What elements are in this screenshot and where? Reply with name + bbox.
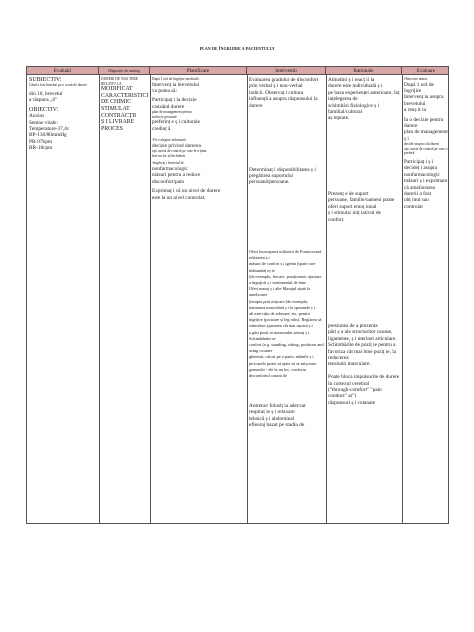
evaluation-line: Ia o decizie pentru durere [404, 116, 444, 130]
rationale-line: ș i stimula/ iniț iativul de [328, 210, 381, 217]
intervention-line: tehnică ș i abdominal [249, 415, 295, 422]
intervention-line: Oferi masaj ș i alte Masajul ajută la ameliorare [249, 286, 310, 298]
rationale-line: Poate bloca impulsurile de durere [328, 374, 400, 381]
interventions-block-top [249, 77, 324, 186]
intervention-line: Evaluarea gradului de disconfort [249, 77, 319, 83]
planning-line: Participaț i la decizie [152, 97, 197, 104]
intervention-line: genunchi - ele la un loc, conform disconfortul cauzat de [249, 366, 306, 379]
diagnosis-line: Ș I LIVRARE [101, 119, 135, 126]
evaluation-cell [402, 75, 450, 525]
intervention-line: efleuraj bazat pe stadiu de [249, 422, 305, 429]
header-diagnostic: Diagnostic de nursing [99, 67, 150, 75]
diagnosis-line: RELATIV LA [101, 81, 122, 86]
header-evaluari: Evaluări [27, 67, 99, 75]
rationale-line: aș teptare. [328, 115, 350, 122]
intervention-line: ghemuit, culcat pe o parte, mâinile ș i picioarele poate să ajute să se mișcoare [249, 354, 317, 366]
intervention-line: indicii. Observaț i cultura [249, 89, 304, 96]
header-interventii: Interventii [247, 67, 326, 75]
assessment-line: a răspuns „6" [29, 97, 58, 104]
diagnosis-line: DURERI DE NAS TERE [101, 77, 138, 81]
intervention-line: influență a asupra răspunsului la durere [249, 96, 318, 109]
rationale-cell [326, 75, 402, 525]
rationale-line: ligamente, ș i uterinei articulare. [328, 335, 397, 342]
diagnosis-line: CARACTERISTICI [101, 92, 149, 99]
assessment-line: Când a fost întrebat pe o scară de durere [29, 83, 87, 88]
intervention-line: respiraț ie ș i relaxare [249, 409, 295, 416]
assessment-line: Anxios [29, 113, 45, 120]
assessment-cell [27, 75, 99, 525]
objective-heading: OBIECTIV: [29, 106, 59, 113]
planning-line: măsuri pentru a reduce [152, 172, 201, 179]
rationale-block-lower [328, 323, 400, 406]
rationale-line: favoriza cât mai bine poziț ie, la reducerea [328, 348, 397, 362]
evaluation-line: Obiective atinse. [404, 77, 429, 81]
planning-line: decizie privind durerea [152, 142, 201, 149]
diagnosis-cell [99, 75, 150, 525]
rationale-line: familial/cultural [328, 109, 363, 116]
planning-line: Exprimaț i că un nivel de durere [152, 188, 221, 195]
evaluation-line: nonfarmacologic [404, 171, 440, 178]
planning-line: Intervenț ia brevetului [152, 81, 200, 88]
intervention-line: (terapia prin mișcare (de exemplu, tensiunea musculară ș i la spasmele ș i [249, 298, 315, 310]
rationale-line: oferi suport emoț ional [328, 203, 377, 210]
rationale-line: pări ș a ale structurilor osoase, [328, 329, 393, 336]
interventions-cell [247, 75, 326, 525]
intervention-line: confort (e.g. standing, sitting, positions and using counter [249, 342, 324, 354]
care-plan-table [26, 66, 449, 524]
intervention-line: a găsi poziț ia maximului senzaț ș i. Schimbându-se [249, 329, 311, 341]
intervention-line: persoană/persoane. [249, 179, 290, 186]
planning-line: plan de management pentru [152, 110, 192, 115]
assessment-line: Temperature-37,4c [29, 126, 70, 133]
header-planificare: Planificare [150, 67, 247, 75]
planning-line: inclusiv personal [152, 114, 177, 119]
diagnosis-line: STIMULAT [101, 105, 130, 112]
intervention-line: pregătirea suportului [249, 172, 293, 179]
subjective-heading: SUBIECTIV: [29, 77, 62, 83]
evaluation-line: a reuș it la [404, 107, 426, 114]
assessment-line: RR-18cpm [29, 145, 53, 152]
planning-line: -Fă o alegere informată [152, 138, 186, 143]
evaluation-line: obț inut sau controlat [404, 197, 429, 210]
rationale-line: presiunea de a prezenta [328, 323, 378, 329]
rationale-line: durere este individuală ș i [328, 83, 383, 90]
rationale-line: răspunsuri ș i cutanate [328, 399, 376, 406]
rationale-line: Prezenț e de suport [328, 191, 369, 197]
rationale-block-middle [328, 191, 400, 223]
planning-line: va putea să: [152, 88, 178, 94]
rationale-line: în cortexul cerebral [328, 380, 370, 387]
planning-line: cauzând durere [152, 103, 185, 110]
evaluation-line: decide asupra căii dureri [404, 142, 440, 147]
rationale-line: ințelegerea de [328, 96, 358, 103]
intervention-line: Antrenor folosiț ia adecvat [249, 403, 306, 409]
planning-line: preferinț e ș i culturale [152, 119, 200, 126]
diagnosis-line: MODIFICAT [101, 86, 133, 93]
evaluation-line: opt. uneia de control pe care o preferă. [404, 146, 448, 156]
evaluation-line: că ameliorarea durerii a fost [404, 184, 436, 198]
rationale-line: schimbări fiziologice ș i [328, 102, 380, 109]
header-evaluare: Evaluare [416, 68, 436, 74]
intervention-line: (de exemplu, frecare, poziționare, ajustare a îngrijirii ș i sentimentul de bine [249, 273, 322, 286]
header-rationale: Rationale [326, 67, 402, 75]
intervention-line: Determinaț i disponibilitatea ș i [249, 166, 316, 173]
rationale-block-top [328, 77, 400, 122]
evaluation-line: măsuri ș i exprimare [404, 178, 448, 185]
intervention-line: prin verbal ș i non-verbal [249, 83, 303, 90]
document-title: PLAN DE ÎNGRIJIRE A PACIENTULUI [199, 46, 275, 51]
planning-line: După 1 oră de îngrijire medicală [152, 77, 199, 81]
assessment-line: din 10, brevetul [29, 91, 63, 97]
rationale-line: confort. [328, 216, 345, 223]
planning-line: opt. uneia de control pe care le-a ținut [152, 149, 207, 154]
assessment-line: PR-97bpm [29, 138, 52, 145]
planning-line: -Implicaț i brevetul în [152, 161, 184, 166]
assessment-line: Semne vitale: [29, 119, 58, 126]
evaluation-line: plan de management ș i [404, 129, 448, 142]
rationale-line: tensiunii musculare. [328, 361, 371, 368]
planning-line: credinț ă [152, 125, 171, 132]
diagnosis-line: CONTRACȚII [101, 112, 137, 119]
planning-line: nonfarmacologic [152, 166, 188, 172]
table-header-row [27, 67, 448, 75]
assessment-line: BP-130/80mmHg [29, 132, 67, 139]
interventions-block-middle [249, 249, 324, 379]
rationale-line: ("through-comfort" "pain conduct" ar") [328, 387, 382, 400]
intervention-line: măsuri de confort ș i igienă (spate care îmbunătăț eș te [249, 261, 316, 273]
intervention-line: alt exercițiu de relaxare, etc. pentru îngrijire (picioare și leg rubs). Reglarea să stimuleze ajustarea cât mai ușoară ș i [249, 311, 322, 329]
rationale-line: persoane, familie/oameni poate [328, 197, 395, 204]
evaluation-line: Participaț i ș i decideț i asupra [404, 159, 438, 172]
interventions-block-bottom [249, 403, 324, 429]
diagnosis-line: PROCES [101, 125, 123, 132]
planning-line: este la un nivel controlat. [152, 194, 206, 201]
planning-line: într-un loc al închiderii [152, 153, 186, 158]
rationale-line: Atitudini ș i reacț ii la [328, 77, 375, 83]
rationale-line: pe baza experienței anterioare, înț [328, 89, 400, 96]
planning-cell [150, 75, 247, 525]
evaluation-line: După 1 oră de îngrijire [404, 81, 434, 94]
intervention-line: Oferi încurajarea utilizării de Promovează relaxarea ș i [249, 249, 322, 261]
evaluation-line: Intervenț ia asupra brevetului [404, 94, 444, 107]
planning-line: disconfort/pain [152, 178, 185, 185]
diagnosis-line: DE CHIMIC [101, 99, 132, 106]
rationale-line: Schimbările de poziț ie pentru a [328, 342, 396, 349]
